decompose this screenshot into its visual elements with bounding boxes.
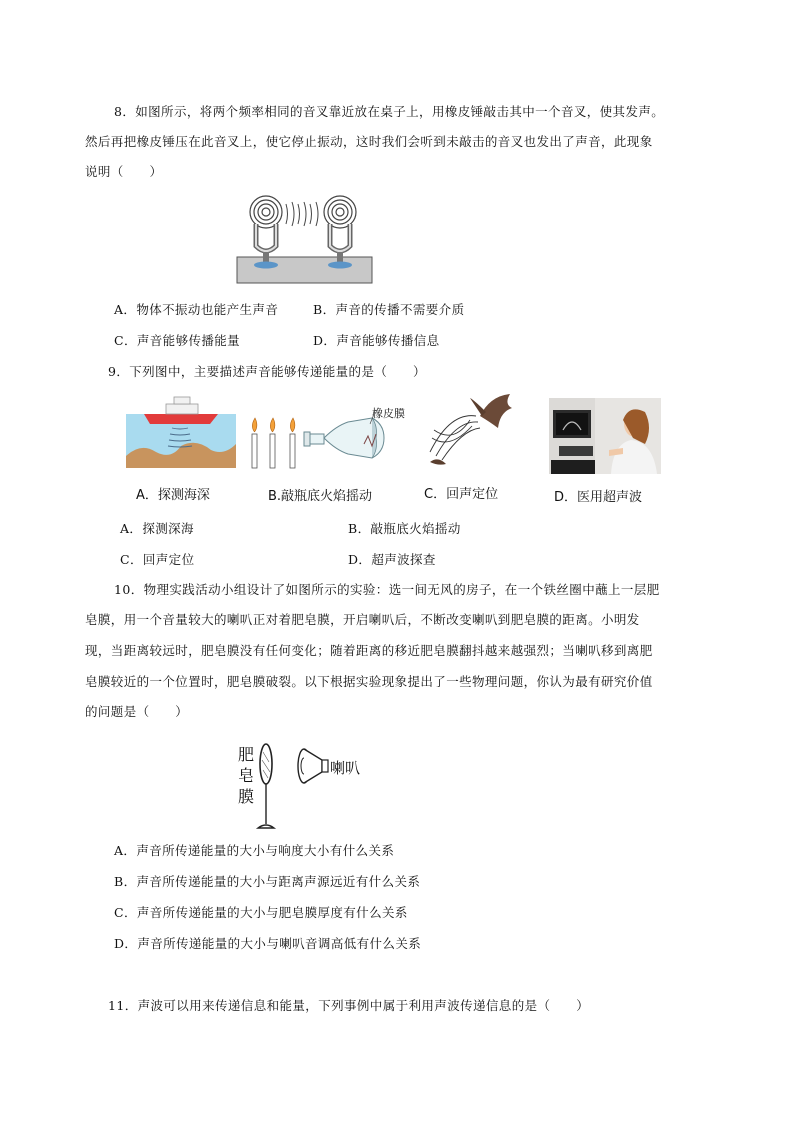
q10-stem-line3: 现，当距离较远时，肥皂膜没有任何变化；随着距离的移近肥皂膜翻抖越来越强烈；当喇叭移到离肥 (85, 643, 653, 658)
q9-option-c: C．回声定位 (120, 552, 195, 567)
q10-option-c: C．声音所传递能量的大小与肥皂膜厚度有什么关系 (114, 905, 408, 920)
bottle (304, 418, 384, 458)
soap-film-label-char-1: 肥 (237, 745, 254, 764)
q9-caption-b: B.敲瓶底火焰摇动 (268, 489, 373, 504)
q9-option-b: B．敲瓶底火焰摇动 (348, 521, 461, 536)
q9-caption-c: C．回声定位 (424, 487, 499, 502)
q10-stem-line1: 10．物理实践活动小组设计了如图所示的实验：选一间无风的房子，在一个铁丝圈中蘸上一层肥 (114, 582, 660, 597)
q8-option-a: A．物体不振动也能产生声音 (114, 302, 279, 317)
q8-stem-line3: 说明（ ） (85, 164, 163, 179)
q9-figure-d-medical-ultrasound (549, 398, 661, 474)
q11-stem: 11．声波可以用来传递信息和能量，下列事例中属于利用声波传递信息的是（ ） (108, 998, 590, 1013)
q8-stem-line1: 8．如图所示，将两个频率相同的音叉靠近放在桌子上，用橡皮锤敲击其中一个音叉，使其发声。 (114, 104, 665, 119)
q9-option-a: A．探测深海 (120, 521, 194, 536)
q9-caption-a: A．探测海深 (136, 488, 210, 503)
candles (252, 418, 295, 468)
q10-option-a: A．声音所传递能量的大小与响度大小有什么关系 (114, 843, 395, 858)
q10-option-b: B．声音所传递能量的大小与距离声源远近有什么关系 (114, 874, 421, 889)
q8-option-d: D．声音能够传播信息 (313, 333, 440, 348)
q10-stem-line2: 皂膜，用一个音量较大的喇叭正对着肥皂膜，开启喇叭后，不断改变喇叭到肥皂膜的距离。小明发 (85, 612, 640, 627)
q9-stem: 9．下列图中，主要描述声音能够传递能量的是（ ） (108, 364, 426, 379)
q9-figure-a-ocean-sounding (126, 394, 236, 468)
q10-option-d: D．声音所传递能量的大小与喇叭音调高低有什么关系 (114, 936, 422, 951)
speaker-icon (298, 749, 328, 783)
q9-option-d: D．超声波探查 (348, 552, 436, 567)
q10-stem-line4: 皂膜较近的一个位置时，肥皂膜破裂。以下根据实验现象提出了一些物理问题，你认为最有研究价值 (85, 674, 653, 689)
bat-icon (470, 394, 512, 428)
speaker-label: 喇叭 (330, 759, 361, 777)
tuning-fork-figure (236, 194, 374, 286)
soap-film-ring (258, 744, 274, 828)
q8-stem-line2: 然后再把橡皮锤压在此音叉上，使它停止振动，这时我们会听到未敲击的音叉也发出了声音，此现象 (85, 134, 653, 149)
q8-option-c: C．声音能够传播能量 (114, 333, 241, 348)
q9-caption-d: D．医用超声波 (554, 490, 643, 505)
soap-film-speaker-figure (252, 742, 332, 832)
membrane-label: 橡皮膜 (372, 407, 405, 420)
sound-waves (286, 202, 318, 226)
q10-stem-line5: 的问题是（ ） (85, 704, 189, 719)
q9-figure-c-echolocation (420, 392, 524, 472)
soap-film-label-char-3: 膜 (237, 787, 254, 806)
q8-option-b: B．声音的传播不需要介质 (313, 302, 465, 317)
soap-film-label-char-2: 皂 (237, 766, 254, 785)
